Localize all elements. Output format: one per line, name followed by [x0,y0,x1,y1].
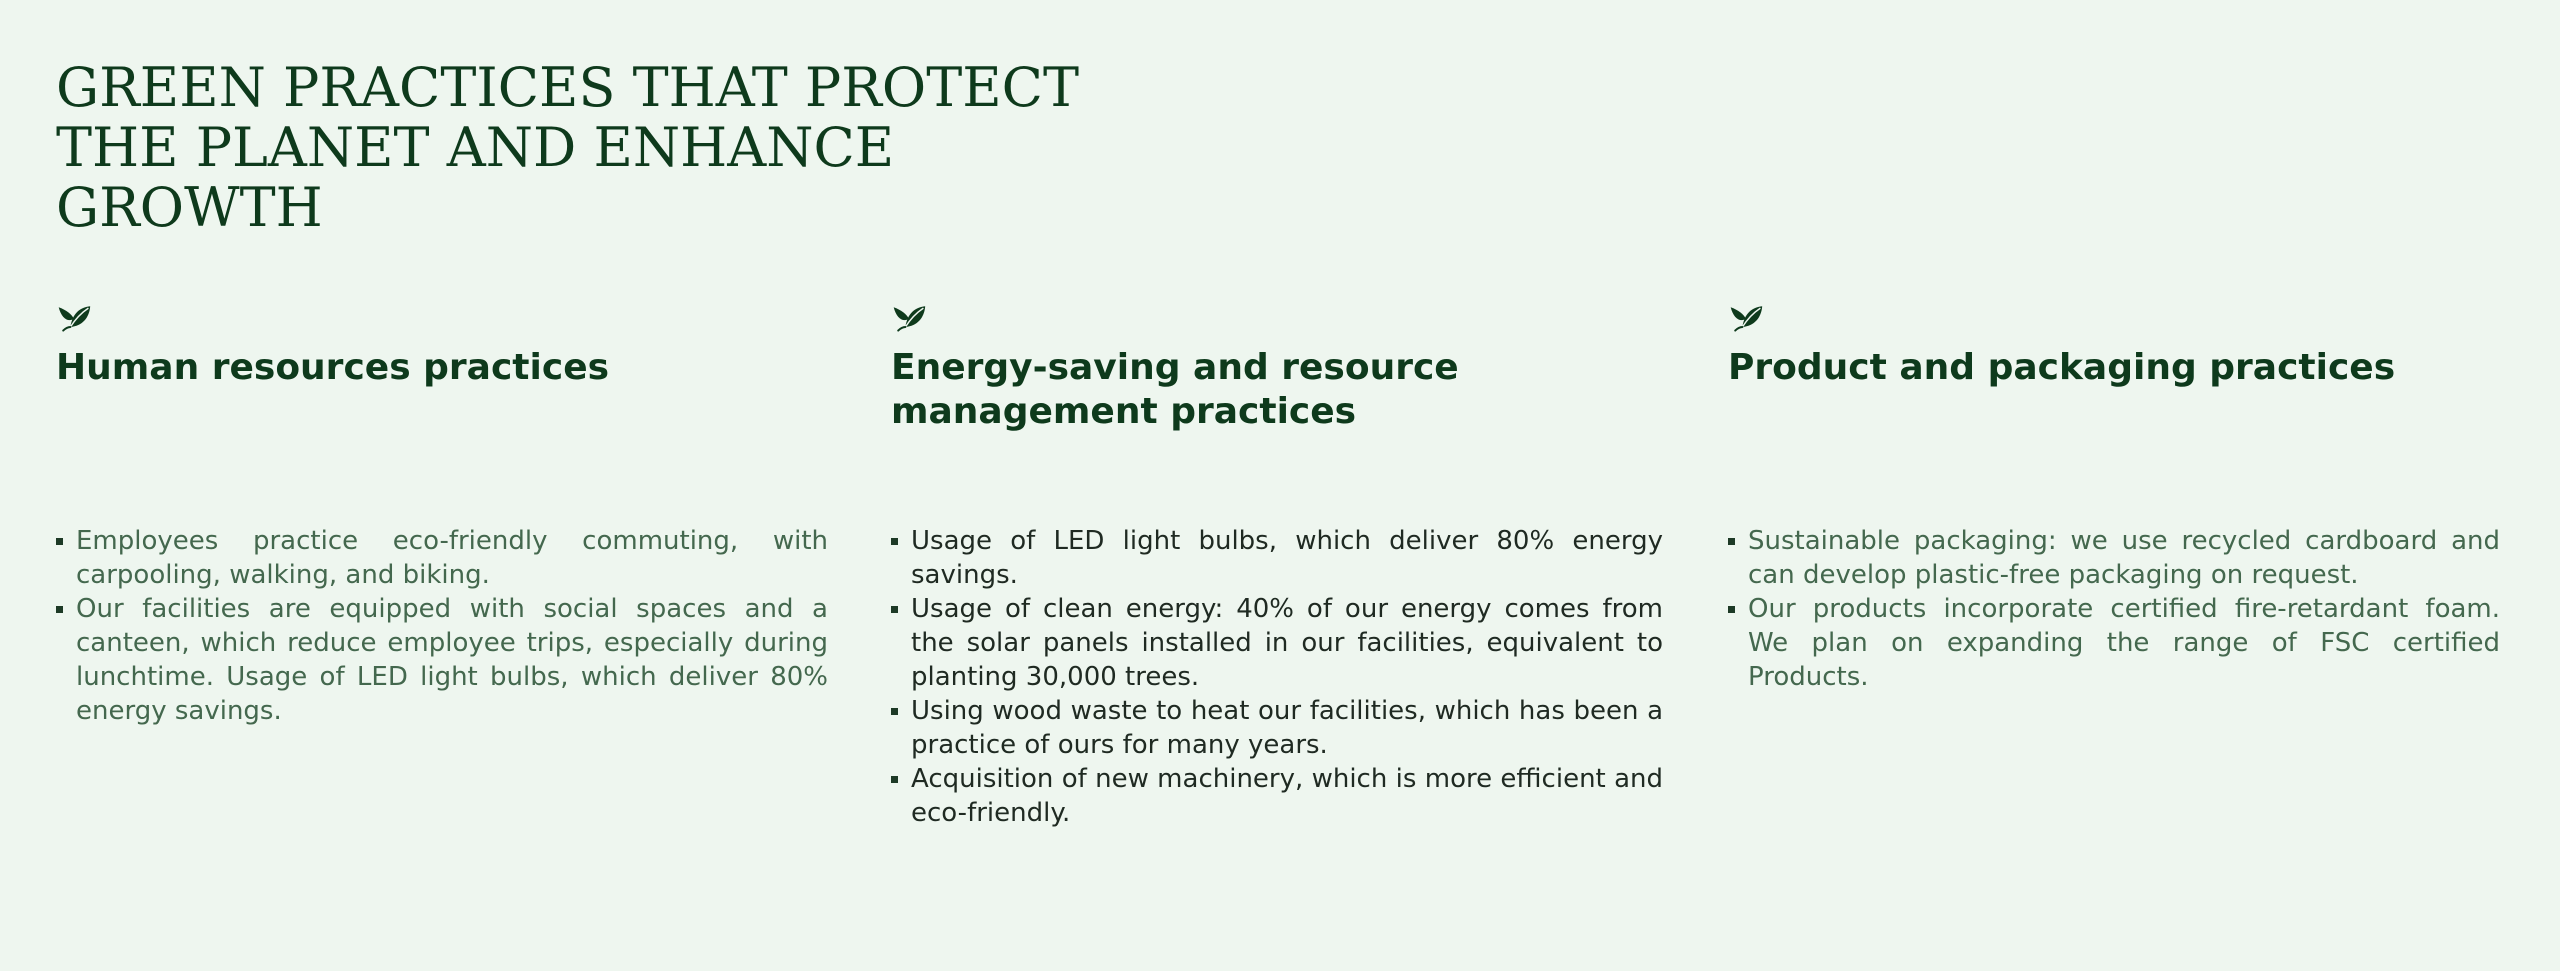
bullet-marker [891,776,898,783]
column-heading: Human resources practices [56,347,610,388]
bullet-marker [891,606,898,613]
page-title-line-3: GROWTH [56,176,323,239]
list-item-text: Employees practice eco-friendly commuting, with carpooling, walking, and biking. [76,526,828,590]
bullet-marker [1728,538,1735,545]
list-item [891,762,1663,830]
bullet-marker [891,708,898,715]
bullet-marker [891,538,898,545]
list-item [56,592,828,728]
list-item-text: Usage of clean energy: 40% of our energy comes from the solar panels installed in our facilities, equivalent to planting 30,000 trees. [911,594,1663,692]
bullet-marker [1728,606,1735,613]
page-title-line-1: GREEN PRACTICES THAT PROTECT [56,56,1079,119]
list-item [891,694,1663,762]
list-item-text: Usage of LED light bulbs, which deliver 80% energy savings. [911,526,1663,590]
bullet-list [56,524,828,728]
bullet-list [891,524,1663,830]
column-human-resources [56,300,828,726]
list-item [891,592,1663,694]
list-item-text: Our facilities are equipped with social spaces and a canteen, which reduce employee trips, especially during lunchtime. Usage of LED light bulbs, which deliver 80% energy savings. [76,594,828,726]
list-item-text: Our products incorporate certified fire-retardant foam. We plan on expanding the range of FSC certified Products. [1748,594,2500,692]
list-item-text: Sustainable packaging: we use recycled cardboard and can develop plastic-free packaging on request. [1748,526,2500,590]
column-heading: Energy-saving and resource management practices [891,347,1459,432]
column-product-packaging [1728,300,2500,692]
list-item-text: Using wood waste to heat our facilities, which has been a practice of ours for many years. [911,696,1663,760]
bullet-marker [56,606,63,613]
leaf-icon [891,300,927,336]
list-item-text: Acquisition of new machinery, which is more efficient and eco-friendly. [911,764,1663,828]
bullet-list [1728,524,2500,694]
page-title [56,58,1156,238]
column-energy-saving [891,300,1663,828]
bullet-marker [56,538,63,545]
list-item [891,524,1663,592]
page-title-line-2: THE PLANET AND ENHANCE [56,116,895,179]
leaf-icon [1728,300,1764,336]
list-item [56,524,828,592]
column-heading: Product and packaging practices [1728,347,2396,388]
leaf-icon [56,300,92,336]
list-item [1728,524,2500,592]
list-item [1728,592,2500,694]
